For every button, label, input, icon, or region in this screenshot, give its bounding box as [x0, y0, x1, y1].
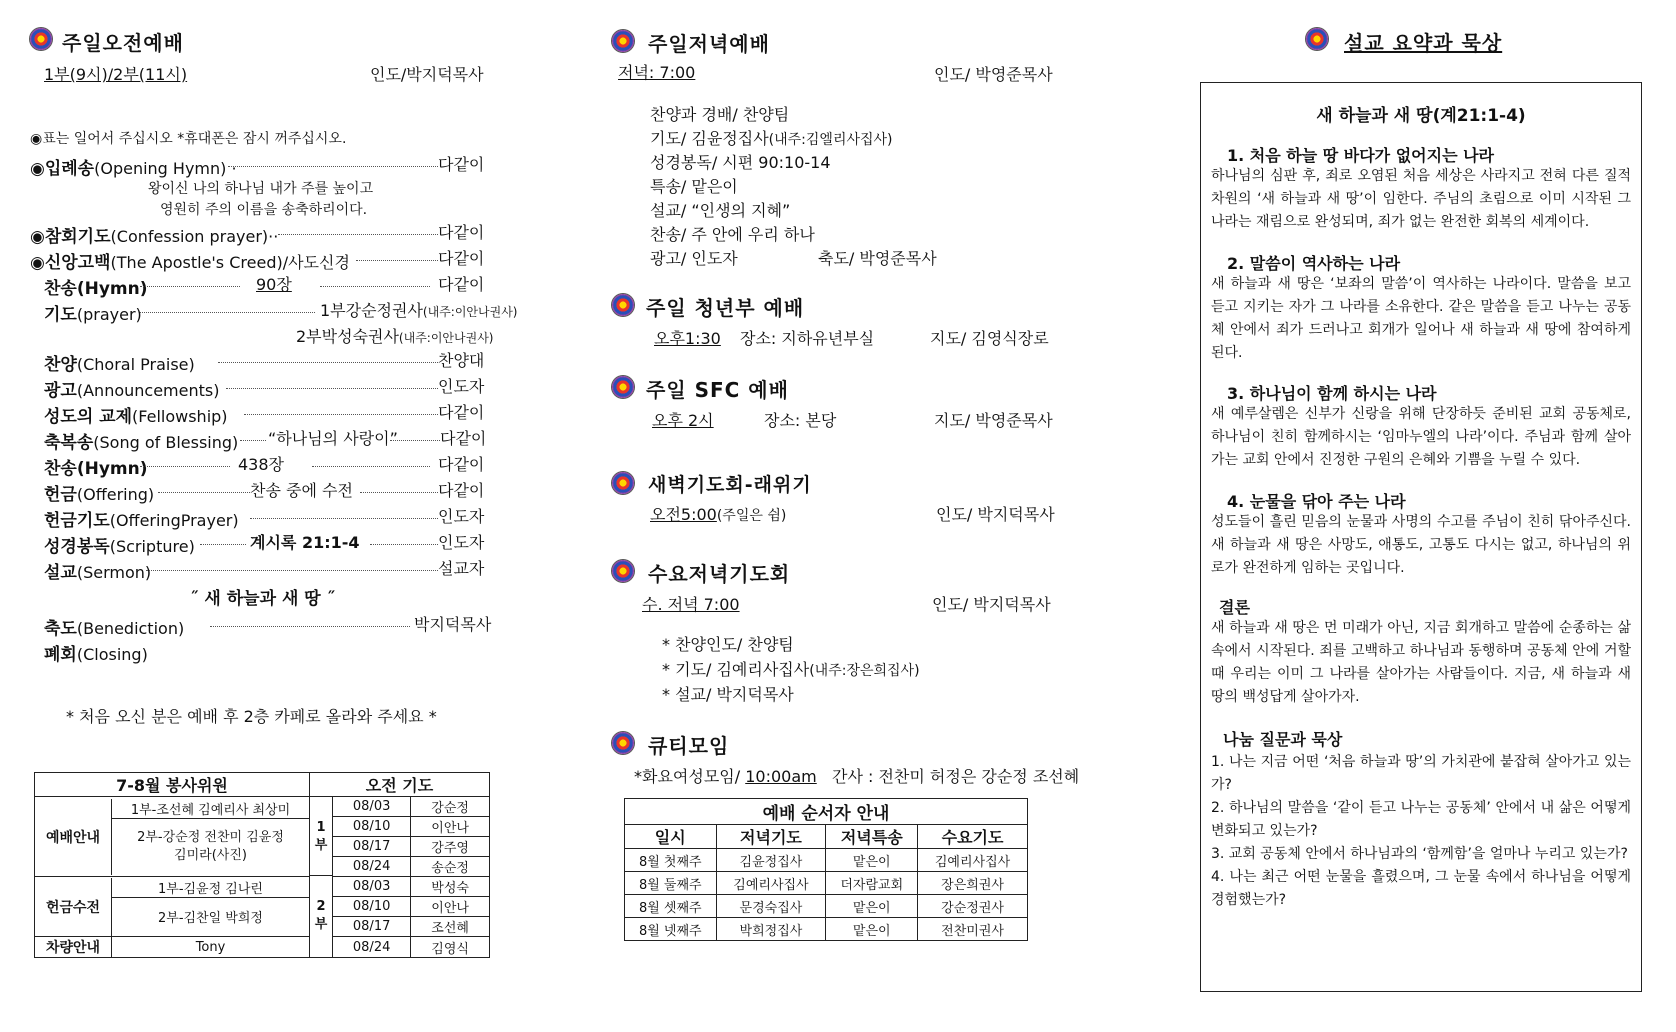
dotted-leader — [158, 492, 250, 493]
table-header: 저녁기도 — [716, 825, 826, 849]
table-cell: Tony — [195, 939, 226, 955]
worship-item-right: 다같이 — [438, 155, 485, 174]
table-cell: 08/24 — [333, 937, 411, 958]
dotted-leader — [140, 312, 315, 313]
dotted-leader — [250, 518, 438, 519]
worship-item-right: 인도자 — [438, 507, 485, 526]
qt-meeting-title: 큐티모임 — [648, 734, 730, 758]
table-cell: 김예리사집사 — [918, 849, 1028, 872]
table-cell: 이안나 — [411, 817, 490, 837]
dotted-leader — [244, 414, 438, 415]
sfc-service-title: 주일 SFC 예배 — [646, 378, 789, 402]
point-heading: 4. 눈물을 닦아 주는 나라 — [1227, 492, 1406, 511]
worship-item-label: ◉신앙고백(The Apostle's Creed)/사도신경 — [30, 253, 350, 273]
table-cell: 박성숙 — [411, 877, 490, 897]
worship-item-right: 다같이 — [438, 275, 485, 294]
evening-service-title: 주일저녁예배 — [648, 32, 770, 56]
point-text: 성도들이 흘린 믿음의 눈물과 사명의 수고를 주님이 친히 닦아주신다. 새 하늘과 새 땅은 사망도, 애통도, 고통도 다시는 없고, 하나님의 위로가 완전하게 임하는 곳입니다. — [1211, 514, 1631, 576]
worship-item-label: 찬송(Hymn) — [44, 279, 148, 299]
dotted-leader — [146, 570, 438, 571]
sermon-summary-title: 설교 요약과 묵상 — [1344, 31, 1503, 55]
morning-service-title: 주일오전예배 — [62, 31, 184, 55]
scripture-reference: 계시록 21:1-4 — [250, 533, 360, 552]
table-cell: 8월 첫째주 — [625, 849, 717, 872]
evening-item: 찬송/ 주 안에 우리 하나 — [650, 225, 815, 244]
table-header: 저녁특송 — [826, 825, 918, 849]
prayer-first-service: 1부강순정권사(내주:이안나권사) — [320, 301, 518, 320]
table-cell: 1부-김윤정 김나린 — [112, 878, 310, 898]
wednesday-item: * 설교/ 박지덕목사 — [662, 685, 794, 704]
prayer-part-cell: 1 부 2 부 — [310, 797, 333, 958]
group-label: 헌금수전 — [35, 878, 112, 936]
hymn-number: 438장 — [238, 455, 284, 474]
worship-item-label: ◉참회기도(Confession prayer)·· — [30, 227, 279, 247]
worship-item-label: 축도(Benediction) — [44, 619, 185, 639]
sermon-title: ˝ 새 하늘과 새 땅 ˝ — [190, 589, 336, 609]
worship-item-label: 설교(Sermon) — [44, 563, 152, 583]
table-cell: 박희정집사 — [716, 918, 826, 941]
point-text: 하나님의 심판 후, 죄로 오염된 처음 세상은 사라지고 전혀 다른 질적 차원의 ‘새 하늘과 새 땅’이 임한다. 주님의 초림으로 이미 시작된 그 나라는 재림으로 완성되며, 죄가 없는 완전한 회복의 세계이다. — [1211, 168, 1631, 230]
dawn-time: 오전5:00(주일은 쉼) — [650, 505, 787, 524]
table-cell: 08/03 — [333, 877, 411, 897]
church-emblem-icon — [612, 376, 634, 398]
table-cell: 문경숙집사 — [716, 895, 826, 918]
table-cell: 맡은이 — [826, 849, 918, 872]
wednesday-prayer-title: 수요저녁기도회 — [648, 562, 791, 586]
worship-item-right: 찬양대 — [438, 351, 485, 370]
wednesday-leader: 인도/ 박지덕목사 — [932, 595, 1051, 614]
vehicle-cell — [35, 937, 310, 958]
table-header: 7-8월 봉사위원 — [35, 773, 310, 797]
worship-item-right: 다같이 — [438, 223, 485, 242]
dotted-leader — [140, 286, 240, 287]
notice-text: ◉표는 일어서 주십시오 *휴대폰은 잠시 꺼주십시오. — [30, 131, 347, 147]
table-header: 수요기도 — [918, 825, 1028, 849]
worship-item-right: 다같이 — [438, 481, 485, 500]
table-cell: 08/03 — [333, 797, 411, 817]
youth-guide: 지도/ 김영식장로 — [930, 329, 1049, 348]
conclusion-text: 새 하늘과 새 땅은 먼 미래가 아닌, 지금 회개하고 말씀에 순종하는 삶 속에서 시작된다. 죄를 고백하고 하나님과 동행하며 공동체 안에 거할 때 우리는 이미 그 나라를 살아가는 사람들이다. 지금, 새 하늘과 새 땅의 백성답게 살아가자. — [1211, 620, 1631, 705]
evening-item: 기도/ 김윤정집사(내주:김엘리사집사) — [650, 129, 893, 148]
question-item: 1. 나는 지금 어떤 ‘처음 하늘과 땅’의 가치관에 붙잡혀 살아가고 있는가? — [1211, 754, 1631, 793]
table-row — [625, 895, 1028, 918]
dotted-leader — [278, 234, 438, 235]
wednesday-item: * 찬양인도/ 찬양팀 — [662, 635, 794, 654]
table-header: 오전 기도 — [310, 773, 490, 797]
question-item: 3. 교회 공동체 안에서 하나님과의 ‘함께함’을 얼마나 누리고 있는가? — [1211, 846, 1628, 862]
table-cell: 08/17 — [333, 837, 411, 857]
evening-leader: 인도/ 박영준목사 — [934, 65, 1053, 84]
conclusion-heading: 결론 — [1219, 598, 1250, 617]
dotted-leader — [320, 286, 430, 287]
evening-time: 저녁: 7:00 — [618, 63, 696, 82]
table-cell: 김영식 — [411, 937, 490, 958]
sermon-heading: 새 하늘과 새 땅(계21:1-4) — [1316, 106, 1526, 126]
table-cell: 08/17 — [333, 917, 411, 937]
table-cell: 08/10 — [333, 817, 411, 837]
evening-item: 찬양과 경배/ 찬양팀 — [650, 105, 790, 124]
sermon-summary-box — [1200, 82, 1642, 992]
table-cell: 08/10 — [333, 897, 411, 917]
dotted-leader — [218, 362, 438, 363]
worship-item-right: 다같이 — [438, 455, 485, 474]
dotted-leader — [140, 466, 230, 467]
church-emblem-icon — [1306, 28, 1328, 50]
evening-item: 축도/ 박영준목사 — [818, 249, 937, 268]
worship-item-label: 폐회(Closing) — [44, 645, 148, 665]
worship-item-label: 광고(Announcements) — [44, 381, 220, 401]
worship-item-right: 다같이 — [438, 403, 485, 422]
table-cell: 맡은이 — [826, 895, 918, 918]
point-text: 새 하늘과 새 땅은 ‘보좌의 말씀’이 역사하는 나라이다. 말씀을 보고 듣고 지키는 자가 그 나라를 소유한다. 같은 말씀을 듣고 나누는 공동체 안에서 죄가 드러나고 회개가 일어나 새 하늘과 새 땅에 참여하게 된다. — [1211, 276, 1631, 361]
dotted-leader — [240, 440, 266, 441]
group-label: 예배안내 — [35, 799, 112, 875]
worship-item-right: 인도자 — [438, 533, 485, 552]
table-cell: 조선혜 — [411, 917, 490, 937]
table-cell: 08/24 — [333, 857, 411, 877]
worship-item-label: 성도의 교제(Fellowship) — [44, 407, 228, 427]
hymn-lyric: 영원히 주의 이름을 송축하리이다. — [160, 202, 368, 218]
volunteer-table — [34, 772, 490, 958]
evening-item: 특송/ 맡은이 — [650, 177, 738, 196]
worship-item-label: 헌금(Offering) — [44, 485, 155, 505]
worship-item-label: 헌금기도(OfferingPrayer) — [44, 511, 239, 531]
dotted-leader — [226, 388, 438, 389]
worship-leaders-table — [624, 798, 1028, 941]
service-times: 1부(9시)/2부(11시) — [44, 65, 188, 84]
dotted-leader — [360, 492, 438, 493]
worship-guide-cell — [35, 797, 310, 877]
evening-item: 광고/ 인도자 — [650, 249, 738, 268]
worship-item-right: 다같이 — [440, 429, 487, 448]
table-cell: 8월 넷째주 — [625, 918, 717, 941]
worship-item-right: 다같이 — [438, 249, 485, 268]
point-heading: 1. 처음 하늘 땅 바다가 없어지는 나라 — [1227, 146, 1495, 165]
dotted-leader — [312, 466, 430, 467]
dotted-leader — [356, 260, 438, 261]
question-item: 4. 나는 최근 어떤 눈물을 흘렸으며, 그 눈물 속에서 하나님을 어떻게 경험했는가? — [1211, 869, 1631, 908]
point-heading: 3. 하나님이 함께 하시는 나라 — [1227, 384, 1437, 403]
dotted-leader — [210, 626, 410, 627]
dotted-leader — [390, 440, 440, 441]
offering-cell — [35, 877, 310, 937]
table-cell: 김윤정집사 — [716, 849, 826, 872]
church-emblem-icon — [30, 28, 52, 50]
youth-time: 오후1:30 — [654, 329, 721, 348]
dotted-leader — [200, 544, 246, 545]
dotted-leader — [370, 544, 438, 545]
table-cell: 송순정 — [411, 857, 490, 877]
questions-heading: 나눔 질문과 묵상 — [1223, 730, 1343, 749]
worship-item-right: 설교자 — [438, 559, 485, 578]
table-cell: 강순정권사 — [918, 895, 1028, 918]
sfc-guide: 지도/ 박영준목사 — [934, 411, 1053, 430]
table-cell: 더자람교회 — [826, 872, 918, 895]
youth-place: 장소: 지하유년부실 — [740, 329, 875, 348]
church-emblem-icon — [612, 560, 634, 582]
dawn-leader: 인도/ 박지덕목사 — [936, 505, 1055, 524]
evening-item: 설교/ “인생의 지혜” — [650, 201, 791, 220]
worship-item-label: ◉입례송(Opening Hymn) · — [30, 159, 237, 179]
church-emblem-icon — [612, 472, 634, 494]
table-cell: 1부-조선혜 김예리사 최상미 — [112, 799, 310, 819]
hymn-number: 90장 — [256, 275, 292, 294]
table-cell: 강주영 — [411, 837, 490, 857]
dotted-leader — [228, 166, 438, 167]
table-row — [625, 849, 1028, 872]
morning-leader: 인도/박지덕목사 — [370, 65, 484, 84]
offering-note: 찬송 중에 수전 — [250, 481, 353, 500]
worship-item-label: 성경봉독(Scripture) — [44, 537, 195, 557]
qt-meeting-info: *화요여성모임/ 10:00am 간사 : 전찬미 허정은 강순정 조선혜 — [634, 767, 1080, 786]
table-row — [625, 918, 1028, 941]
table-cell: 전찬미권사 — [918, 918, 1028, 941]
table-cell: 강순정 — [411, 797, 490, 817]
table-cell: 이안나 — [411, 897, 490, 917]
table-cell: 장은희권사 — [918, 872, 1028, 895]
table-title: 예배 순서자 안내 — [625, 799, 1028, 825]
worship-item-label: 찬송(Hymn) — [44, 459, 148, 479]
wednesday-item: * 기도/ 김예리사집사(내주:장은희집사) — [662, 660, 920, 679]
worship-item-right: 인도자 — [438, 377, 485, 396]
sfc-time: 오후 2시 — [652, 411, 714, 430]
youth-service-title: 주일 청년부 예배 — [646, 296, 805, 320]
question-item: 2. 하나님의 말씀을 ‘같이 듣고 나누는 공동체’ 안에서 내 삶은 어떻게 변화되고 있는가? — [1211, 800, 1631, 839]
wednesday-time: 수. 저녁 7:00 — [642, 595, 740, 614]
worship-item-label: 기도(prayer) — [44, 305, 142, 325]
table-cell: 2부-김찬일 박희정 — [157, 911, 263, 926]
sfc-place: 장소: 본당 — [764, 411, 837, 430]
point-text: 새 예루살렘은 신부가 신랑을 위해 단장하듯 준비된 교회 공동체로, 하나님이 친히 함께하시는 ‘임마누엘의 나라’이다. 주님과 함께 살아가는 교회 안에서 진정한 구원의 은혜와 기쁨을 누릴 수 있다. — [1211, 406, 1631, 468]
church-emblem-icon — [612, 294, 634, 316]
worship-item-right: 박지덕목사 — [414, 615, 492, 634]
point-heading: 2. 말씀이 역사하는 나라 — [1227, 254, 1401, 273]
table-cell: 8월 둘째주 — [625, 872, 717, 895]
blessing-song-title: “하나님의 사랑이” — [268, 429, 398, 448]
prayer-second-service: 2부박성숙권사(내주:이안나권사) — [296, 327, 494, 346]
church-emblem-icon — [612, 732, 634, 754]
hymn-lyric: 왕이신 나의 하나님 내가 주를 높이고 — [148, 181, 374, 197]
table-cell: 맡은이 — [826, 918, 918, 941]
group-label: 차량안내 — [35, 937, 112, 957]
worship-item-label: 찬양(Choral Praise) — [44, 355, 195, 375]
visitor-note: * 처음 오신 분은 예배 후 2층 카페로 올라와 주세요 * — [66, 707, 437, 726]
table-cell: 김예리사집사 — [716, 872, 826, 895]
table-cell: 8월 셋째주 — [625, 895, 717, 918]
church-emblem-icon — [612, 30, 634, 52]
dawn-prayer-title: 새벽기도회-래위기 — [648, 474, 812, 496]
table-row — [625, 872, 1028, 895]
worship-item-label: 축복송(Song of Blessing) — [44, 433, 239, 453]
evening-item: 성경봉독/ 시편 90:10-14 — [650, 153, 831, 172]
table-header: 일시 — [625, 825, 717, 849]
table-cell: 2부-강순정 전찬미 김윤정 김미라(사진) — [137, 829, 284, 863]
